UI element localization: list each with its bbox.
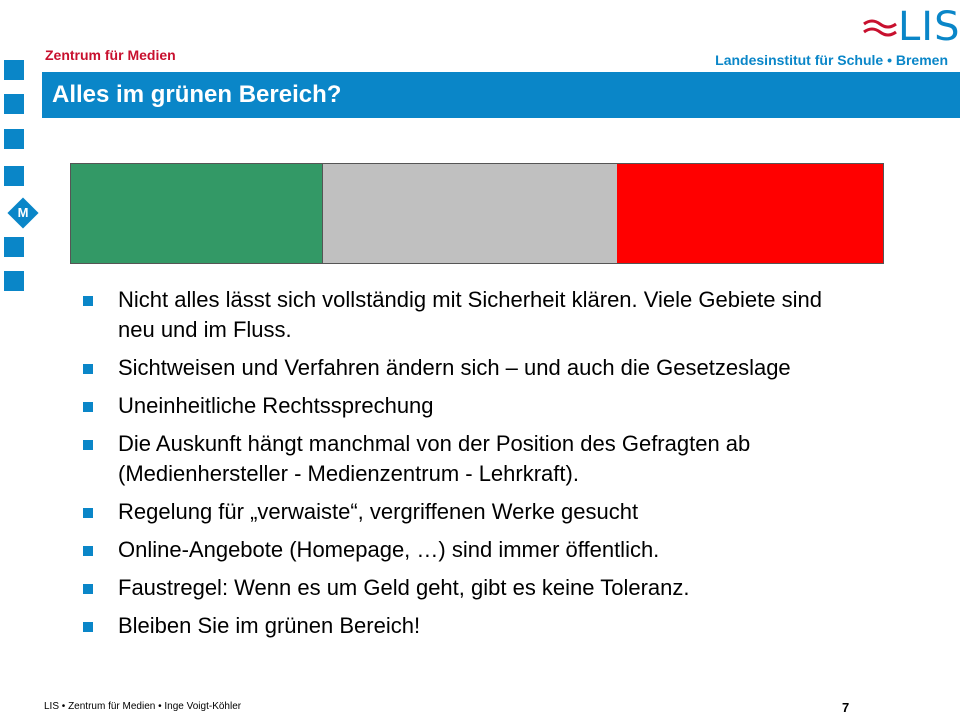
bullet-square-icon [83,584,93,594]
m-badge-label: M [17,205,29,220]
header-left-text: Zentrum für Medien [45,47,176,63]
lis-logo [862,4,960,50]
list-item [80,285,860,345]
list-item [80,535,860,565]
sidebar-square [4,271,24,291]
title-bar [42,72,960,118]
list-item [80,391,860,421]
sidebar-square [4,166,24,186]
color-bar [70,163,884,264]
bullet-list [80,285,860,649]
sidebar-square [4,237,24,257]
bullet-text: Bleiben Sie im grünen Bereich! [118,613,421,638]
bullet-square-icon [83,296,93,306]
list-item [80,611,860,641]
list-item [80,353,860,383]
sidebar-square [4,60,24,80]
red-segment [617,164,883,263]
header-right-text: Landesinstitut für Schule • Bremen [715,52,948,68]
list-item [80,497,860,527]
bullet-text: Regelung für „verwaiste“, vergriffenen Werke gesucht [118,499,639,524]
bullet-text: Die Auskunft hängt manchmal von der Position des Gefragten ab (Medienhersteller - Medienzentrum - Lehrkraft). [118,431,751,486]
bullet-text: Uneinheitliche Rechtssprechung [118,393,434,418]
gray-segment [323,164,617,263]
page-title: Alles im grünen Bereich? [52,81,342,108]
m-badge-icon [7,197,38,228]
bullet-text: Online-Angebote (Homepage, …) sind immer öffentlich. [118,537,660,562]
sidebar-square [4,129,24,149]
bullet-text: Sichtweisen und Verfahren ändern sich – und auch die Gesetzeslage [118,355,791,380]
logo-text: LIS [898,4,960,50]
wave-icon [862,18,898,38]
bullet-square-icon [83,402,93,412]
list-item [80,573,860,603]
bullet-text: Faustregel: Wenn es um Geld geht, gibt es keine Toleranz. [118,575,690,600]
bullet-square-icon [83,364,93,374]
list-item [80,429,860,489]
bullet-text: Nicht alles lässt sich vollständig mit Sicherheit klären. Viele Gebiete sind neu und im Fluss. [118,287,822,342]
footer-credit: LIS • Zentrum für Medien • Inge Voigt-Köhler [44,701,242,712]
bullet-square-icon [83,622,93,632]
page-number: 7 [842,700,850,715]
sidebar-square [4,94,24,114]
bullet-square-icon [83,508,93,518]
bullet-square-icon [83,546,93,556]
bullet-square-icon [83,440,93,450]
green-segment [71,164,323,263]
